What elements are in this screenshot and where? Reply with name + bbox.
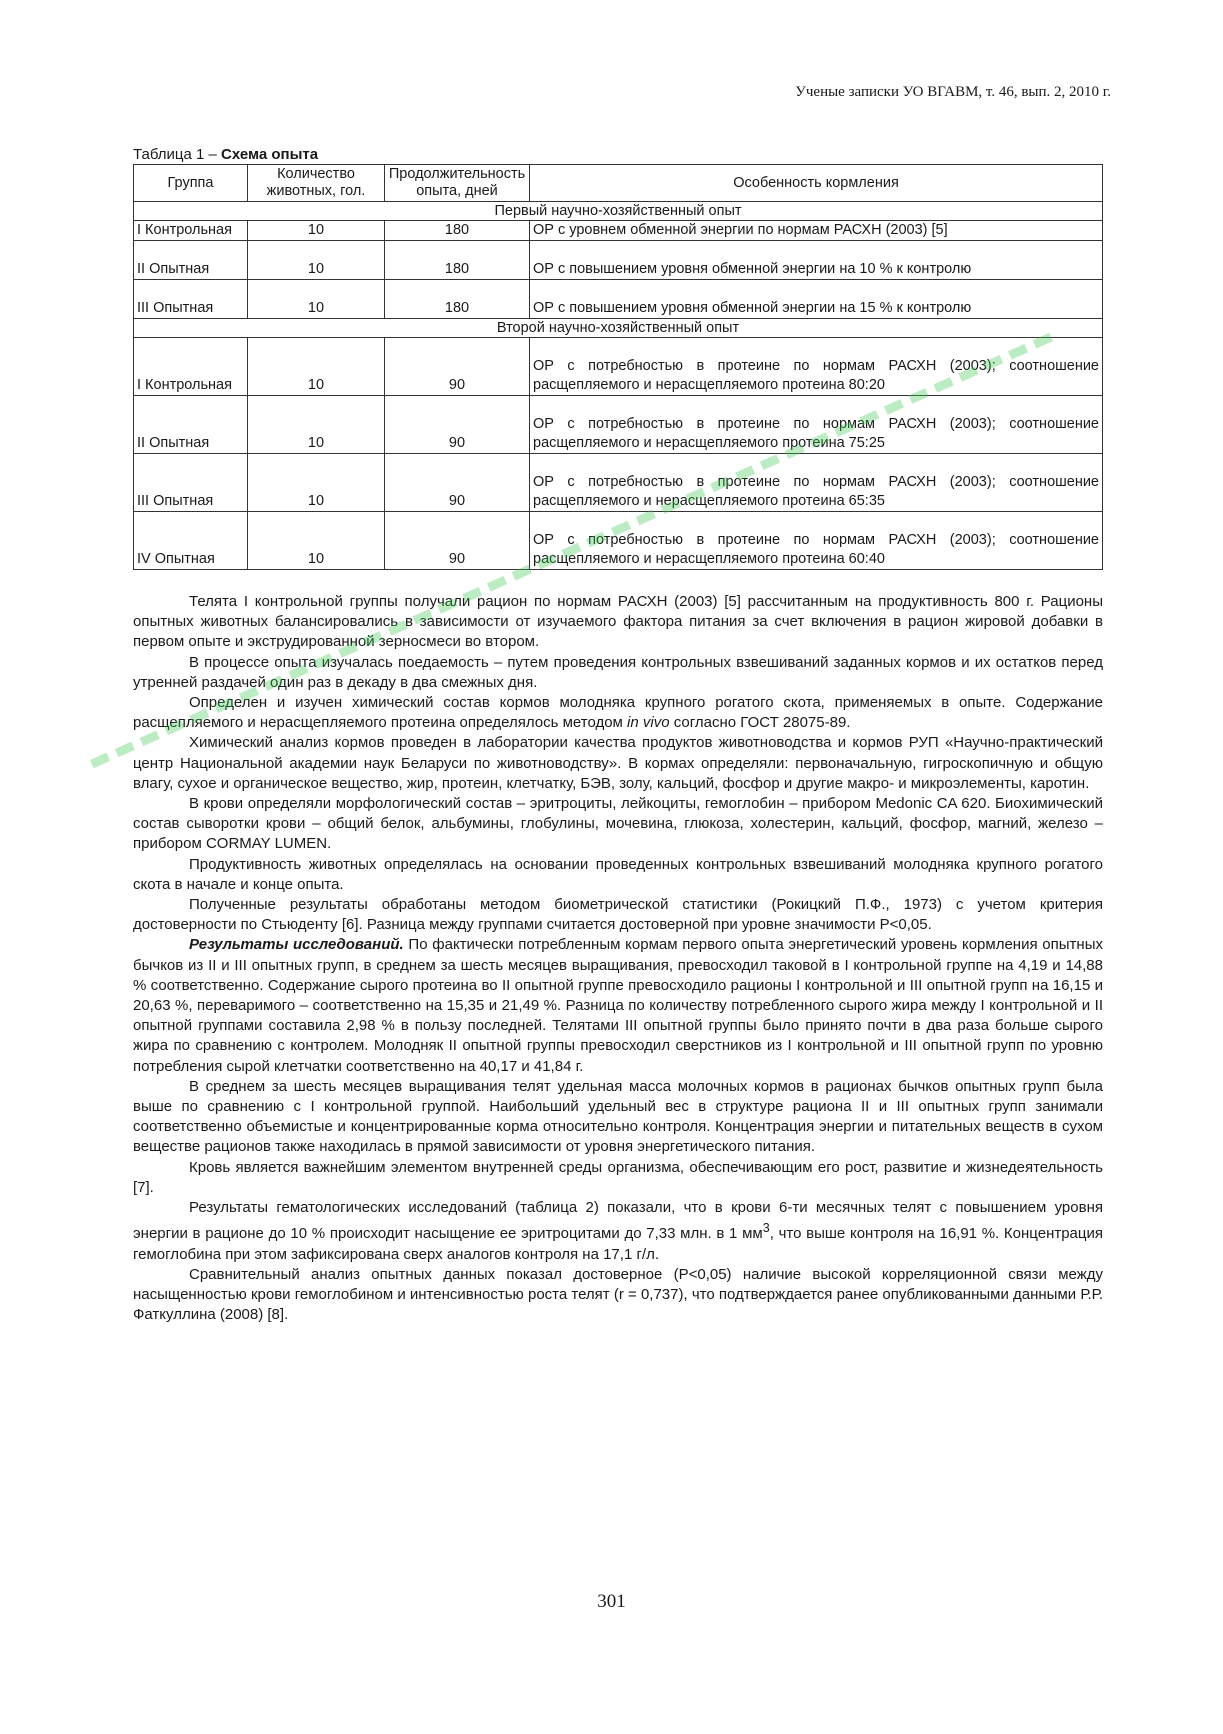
section-title: Второй научно-хозяйственный опыт <box>134 319 1103 338</box>
experiment-scheme-table <box>133 164 1103 570</box>
cell-days: 180 <box>385 221 530 241</box>
cell-count: 10 <box>248 280 385 319</box>
table-caption <box>133 146 1103 163</box>
paragraph-text: По фактически потребленным кормам первого опыта энергетический уровень кормления опытных бычков из II и III опытных групп, в среднем за шесть месяцев выращивания, превосходил таковой в I контрольной группе на 4,19 и 14,88 % соответственно. Содержание сырого протеина во II опытной группе превосходило рационы I контрольной и III опытной групп на 16,15 и 20,63 %, переваримого – соответственно на 15,35 и 21,49 %. Разница по количеству потребленного сырого жира между I контрольной и II опытной группами составила 2,98 % в пользу последней. Телятами III опытной группы было принято почти в два раза больше сырого жира по сравнению с контролем. Молодняк II опытной группы превосходил сверстников из I контрольной и III опытной групп по уровню потребления сырой клетчатки соответственно на 40,17 и 41,84 г. <box>133 936 1103 1075</box>
paragraph-text: Результаты гематологических исследований (таблица 2) показали, что в крови 6-ти месячных телят с повышением уровня энергии в рационе до 10 % происходит насыщение ее эритроцитами до 7,33 млн. в 1 мм <box>133 1199 1103 1243</box>
cell-days: 180 <box>385 280 530 319</box>
table-row <box>134 241 1103 280</box>
cell-group: I Контрольная <box>134 338 248 396</box>
table-caption-prefix: Таблица 1 – <box>133 146 217 163</box>
cell-count: 10 <box>248 454 385 512</box>
cell-group: III Опытная <box>134 280 248 319</box>
cell-count: 10 <box>248 338 385 396</box>
table-row <box>134 512 1103 570</box>
paragraph: В среднем за шесть месяцев выращивания телят удельная масса молочных кормов в рационах бычков опытных групп была выше по сравнению с I контрольной группой. Наибольший удельный вес в структуре рациона II и III опытных групп занимали соответственно объемистые и концентрированные корма относительно контроля. Концентрация энергии и питательных веществ в сухом веществе рационов также находилась в прямой зависимости от уровня энергетического питания. <box>133 1077 1103 1156</box>
paragraph: Полученные результаты обработаны методом биометрической статистики (Рокицкий П.Ф., 1973) с учетом критерия достоверности по Стьюденту [6]. Разница между группами считается достоверной при уровне значимости P<0,05. <box>133 896 1103 934</box>
table-row <box>134 338 1103 396</box>
cell-feature: ОР с потребностью в протеине по нормам РАСХН (2003); соотношение расщепляемого и нерасщепляемого протеина 75:25 <box>530 396 1103 454</box>
paragraph <box>133 693 1103 733</box>
cell-count: 10 <box>248 512 385 570</box>
header-duration: Продолжительность опыта, дней <box>385 165 530 202</box>
section-title: Первый научно-хозяйственный опыт <box>134 202 1103 221</box>
cell-feature: ОР с потребностью в протеине по нормам РАСХН (2003); соотношение расщепляемого и нерасщепляемого протеина 80:20 <box>530 338 1103 396</box>
cell-days: 90 <box>385 396 530 454</box>
cell-count: 10 <box>248 396 385 454</box>
cell-feature: ОР с потребностью в протеине по нормам РАСХН (2003); соотношение расщепляемого и нерасщепляемого протеина 65:35 <box>530 454 1103 512</box>
article-body <box>133 592 1103 1325</box>
section-row <box>134 202 1103 221</box>
paragraph: Продуктивность животных определялась на основании проведенных контрольных взвешиваний молодняка крупного рогатого скота в начале и конце опыта. <box>133 855 1103 893</box>
paragraph-text: , что выше контроля на 16,91 %. Концентрация гемоглобина при этом зафиксирована сверх аналогов контроля на 17,1 г/л. <box>133 1225 1103 1263</box>
cell-group: IV Опытная <box>134 512 248 570</box>
paragraph: Химический анализ кормов проведен в лаборатории качества продуктов животноводства и кормов РУП «Научно-практический центр Национальной академии наук Беларуси по животноводству». В кормах определяли: первоначальную, гигроскопичную и общую влагу, сухое и органическое вещество, жир, протеин, клетчатку, БЭВ, золу, кальций, фосфор и другие макро- и микроэлементы, каротин. <box>133 734 1103 792</box>
paragraph <box>133 935 1103 1076</box>
paragraph: В крови определяли морфологический состав – эритроциты, лейкоциты, гемоглобин – прибором Medonic CA 620. Биохимический состав сыворотки крови – общий белок, альбумины, глобулины, мочевина, глюкоза, холестерин, кальций, фосфор, магний, железо – прибором CORMAY LUMEN. <box>133 795 1103 853</box>
paragraph: Кровь является важнейшим элементом внутренней среды организма, обеспечивающим его рост, развитие и жизнедеятельность [7]. <box>133 1158 1103 1196</box>
results-heading: Результаты исследований. <box>189 936 404 954</box>
table-row <box>134 221 1103 241</box>
cell-feature: ОР с потребностью в протеине по нормам РАСХН (2003); соотношение расщепляемого и нерасщепляемого протеина 60:40 <box>530 512 1103 570</box>
table-header-row <box>134 165 1103 202</box>
cell-days: 90 <box>385 512 530 570</box>
cell-group: III Опытная <box>134 454 248 512</box>
paragraph-text: Определен и изучен химический состав кормов молодняка крупного рогатого скота, применяемых в опыте. Содержание расщепляемого и нерасщепляемого протеина определялось методом <box>133 694 1103 732</box>
page-number: 301 <box>597 1591 626 1612</box>
table-caption-title: Схема опыта <box>221 146 319 163</box>
paragraph-italic: in vivo <box>627 714 670 732</box>
paragraph: Сравнительный анализ опытных данных показал достоверное (P<0,05) наличие высокой корреляционной связи между насыщенностью крови гемоглобином и интенсивностью роста телят (r = 0,737), что подтверждается ранее опубликованными данными Р.Р. Фаткуллина (2008) [8]. <box>133 1265 1103 1324</box>
paragraph: Телята I контрольной группы получали рацион по нормам РАСХН (2003) [5] рассчитанным на продуктивность 800 г. Рационы опытных животных балансировались в зависимости от изучаемого фактора питания за счет включения в рацион жировой добавки в первом опыте и экструдированной зерносмеси во втором. <box>133 593 1103 651</box>
page-content <box>133 146 1103 1325</box>
section-row <box>134 319 1103 338</box>
superscript: 3 <box>762 1221 770 1236</box>
cell-feature: ОР с уровнем обменной энергии по нормам РАСХН (2003) [5] <box>530 221 1103 241</box>
cell-group: II Опытная <box>134 396 248 454</box>
header-feature: Особенность кормления <box>530 165 1103 202</box>
cell-count: 10 <box>248 241 385 280</box>
table-row <box>134 280 1103 319</box>
cell-count: 10 <box>248 221 385 241</box>
paragraph <box>133 1198 1103 1265</box>
cell-feature: ОР с повышением уровня обменной энергии на 10 % к контролю <box>530 241 1103 280</box>
cell-days: 180 <box>385 241 530 280</box>
paragraph-text: согласно ГОСТ 28075-89. <box>669 714 851 732</box>
cell-group: I Контрольная <box>134 221 248 241</box>
table-row <box>134 454 1103 512</box>
running-head: Ученые записки УО ВГАВМ, т. 46, вып. 2, 2010 г. <box>795 84 1111 100</box>
cell-feature: ОР с повышением уровня обменной энергии на 15 % к контролю <box>530 280 1103 319</box>
header-count: Количество животных, гол. <box>248 165 385 202</box>
paragraph: В процессе опыта изучалась поедаемость – путем проведения контрольных взвешиваний заданных кормов и их остатков перед утренней раздачей один раз в декаду в два смежных дня. <box>133 653 1103 691</box>
cell-days: 90 <box>385 338 530 396</box>
cell-group: II Опытная <box>134 241 248 280</box>
table-row <box>134 396 1103 454</box>
header-group: Группа <box>134 165 248 202</box>
cell-days: 90 <box>385 454 530 512</box>
